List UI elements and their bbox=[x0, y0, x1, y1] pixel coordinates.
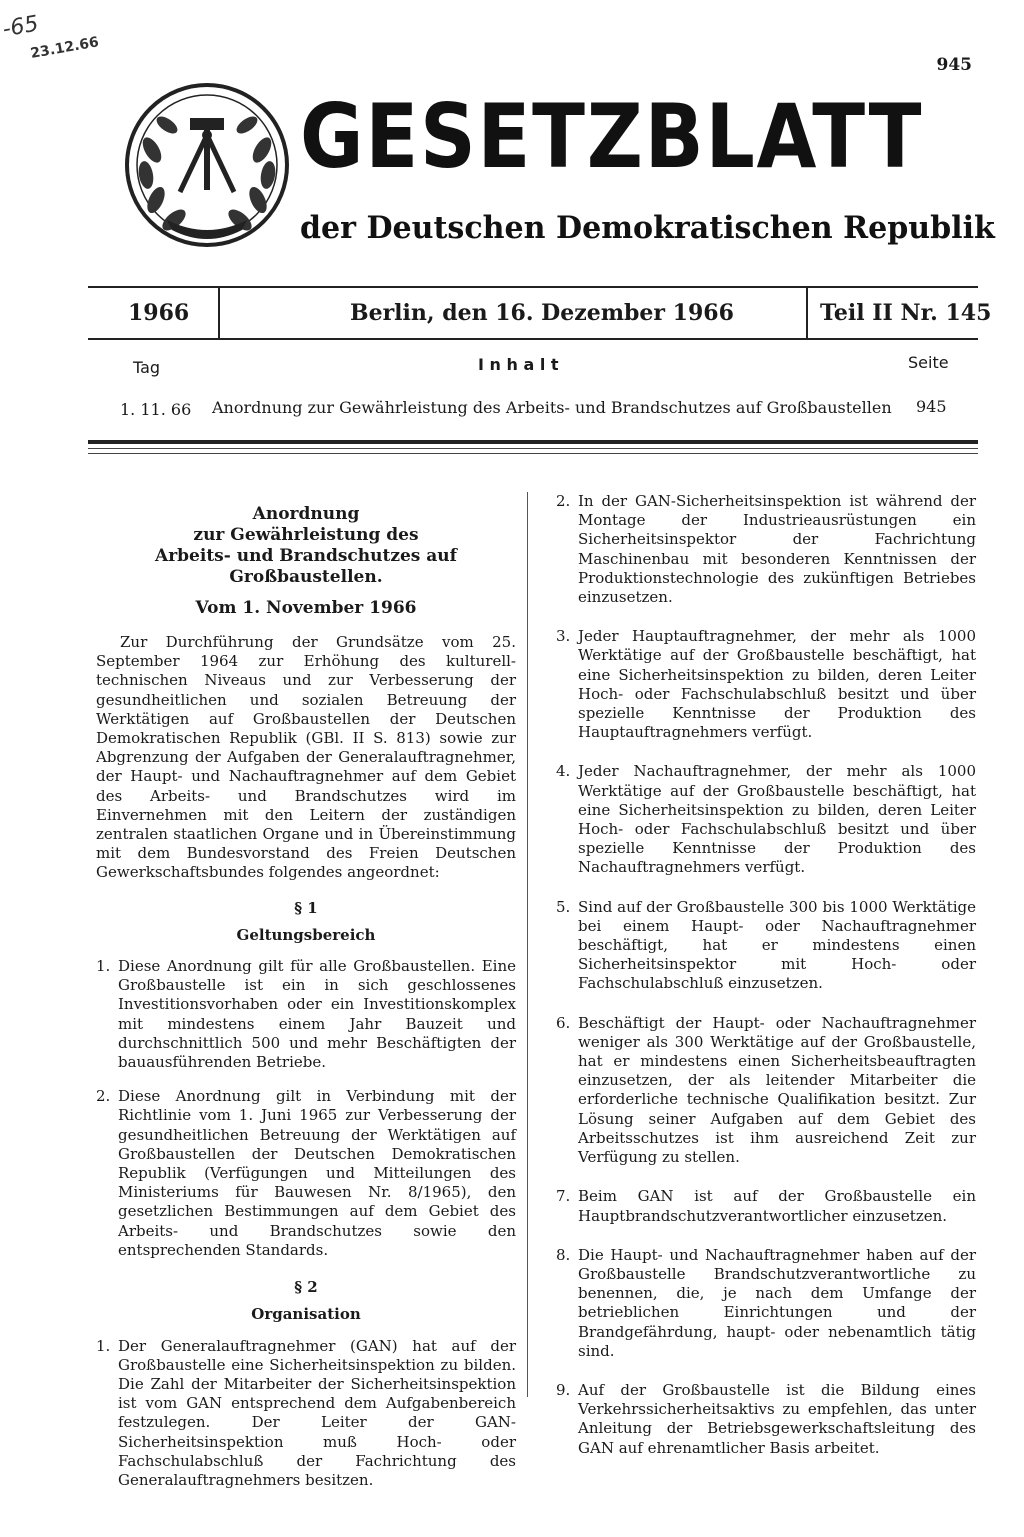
item-text: Diese Anordnung gilt in Verbindung mit der Richtlinie vom 1. Juni 1965 zur Verbesserung der gesundheitlichen Betreuung der Werktätigen auf Großbaustellen der Deutschen Demokratischen Republik (Verfügungen und Mitteilungen des Ministeriums für Bauwesen Nr. 8/1965), den gesetzlichen Bestimmungen auf dem Gebiet des Arbeits- und Brandschutzes sowie den entsprechenden Standards. bbox=[118, 1087, 516, 1259]
toc-row-page: 945 bbox=[916, 397, 947, 416]
item-text: Jeder Nachauftragnehmer, der mehr als 1000 Werktätige auf der Großbaustelle beschäftigt, hat eine Sicherheitsinspektion zu bilden, deren Leiter Hoch- oder Fachschulabschluß besitzt und über spezielle Kenntnisse der Produktion des Nachauftragnehmers verfügt. bbox=[578, 762, 976, 877]
toc-header-content: I n h a l t bbox=[478, 355, 559, 374]
page-number: 945 bbox=[936, 55, 972, 75]
item-number: 1. bbox=[96, 957, 111, 976]
stamp-mark: -65 bbox=[0, 11, 41, 43]
section-title: Organisation bbox=[251, 1305, 361, 1324]
issue-place-date: Berlin, den 16. Dezember 1966 bbox=[350, 300, 734, 326]
list-item bbox=[556, 898, 976, 994]
article-preamble: Zur Durchführung der Grundsätze vom 25. September 1964 zur Erhöhung des kulturell-technischen Niveaus und zur Verbesserung der gesundheitlichen und sozialen Betreuung der Werktätigen auf Großbaustellen der Deutschen Demokratischen Republik (GBl. II S. 813) sowie zur Abgrenzung der Aufgaben der Generalauftragnehmer, der Haupt- und Nachauftragnehmer auf dem Gebiet des Arbeits- und Brandschutzes wird im Einvernehmen mit den Leitern der zuständigen zentralen staatlichen Organe und in Übereinstimmung mit dem Bundesvorstand des Freien Deutschen Gewerkschaftsbundes folgendes angeordnet: bbox=[96, 633, 516, 882]
item-text: Diese Anordnung gilt für alle Großbaustellen. Eine Großbaustelle ist ein in sich geschlossenes Investitionsvorhaben oder ein Investitionskomplex mit mindestens einem Jahr Bauzeit und durchschnittlich 500 und mehr Beschäftigten der bauausführenden Betriebe. bbox=[118, 957, 516, 1072]
item-number: 8. bbox=[556, 1245, 571, 1264]
toc-header-day: Tag bbox=[133, 358, 161, 377]
issue-year: 1966 bbox=[128, 300, 190, 326]
issue-info-bar bbox=[88, 286, 992, 340]
toc-header-page: Seite bbox=[908, 353, 949, 372]
masthead-title: GESETZBLATT bbox=[300, 85, 924, 188]
article-title-line: Arbeits- und Brandschutzes auf Großbaustellen. bbox=[155, 546, 457, 587]
section-number: § 1 bbox=[294, 898, 318, 917]
item-text: Beim GAN ist auf der Großbaustelle ein Hauptbrandschutzverantwortlicher einzusetzen. bbox=[578, 1187, 976, 1225]
item-text: Sind auf der Großbaustelle 300 bis 1000 Werktätige bei einem Haupt- oder Nachauftragnehmer beschäftigt, hat er mindestens einen Sicherheitsinspektor mit Hoch- oder Fachschulabschluß einzusetzen. bbox=[578, 897, 976, 993]
article-left-column bbox=[96, 492, 516, 1505]
issue-part-number: Teil II Nr. 145 bbox=[820, 300, 992, 326]
list-item bbox=[96, 1087, 516, 1260]
list-item bbox=[556, 1014, 976, 1168]
list-item bbox=[96, 957, 516, 1072]
item-text: Auf der Großbaustelle ist die Bildung eines Verkehrssicherheitsaktivs zu empfehlen, das unter Anleitung der Betriebsgewerkschaftsleitung des GAN auf ehrenamtlicher Basis arbeitet. bbox=[578, 1380, 976, 1457]
item-number: 1. bbox=[96, 1336, 111, 1355]
item-number: 7. bbox=[556, 1187, 571, 1206]
list-item bbox=[556, 492, 976, 607]
toc-row-date: 1. 11. 66 bbox=[120, 400, 192, 419]
masthead-subtitle: der Deutschen Demokratischen Republik bbox=[300, 210, 995, 246]
item-number: 3. bbox=[556, 627, 571, 646]
list-item bbox=[556, 627, 976, 742]
section-rule bbox=[88, 453, 978, 454]
column-divider bbox=[527, 492, 528, 1397]
item-number: 2. bbox=[556, 492, 571, 510]
article-title-line: Anordnung bbox=[252, 504, 360, 524]
item-number: 5. bbox=[556, 897, 571, 916]
article-date: Vom 1. November 1966 bbox=[195, 598, 417, 618]
section-rule bbox=[88, 448, 978, 449]
list-item bbox=[556, 762, 976, 877]
info-divider bbox=[806, 288, 808, 338]
section-number: § 2 bbox=[294, 1278, 318, 1297]
item-number: 6. bbox=[556, 1013, 571, 1032]
article-title-line: zur Gewährleistung des bbox=[193, 525, 419, 545]
list-item bbox=[556, 1187, 976, 1225]
list-item bbox=[556, 1246, 976, 1361]
receipt-stamp bbox=[2, 8, 112, 78]
item-number: 4. bbox=[556, 762, 571, 781]
article-right-column bbox=[556, 492, 976, 1473]
item-number: 9. bbox=[556, 1380, 571, 1399]
item-text: Jeder Hauptauftragnehmer, der mehr als 1000 Werktätige auf der Großbaustelle beschäftigt, hat eine Sicherheitsinspektion zu bilden, deren Leiter Hoch- oder Fachschulabschluß besitzt und über spezielle Kenntnisse der Produktion des Hauptauftragnehmers verfügt. bbox=[578, 627, 976, 742]
item-text: Die Haupt- und Nachauftragnehmer haben auf der Großbaustelle Brandschutzverantwortliche zu benennen, die, je nach dem Umfange der betrieblichen Einrichtungen und der Brandgefährdung, haupt- oder nebenamtlich tätig sind. bbox=[578, 1245, 976, 1360]
list-item bbox=[556, 1381, 976, 1458]
item-text: In der GAN-Sicherheitsinspektion ist während der Montage der Industrieausrüstungen ein Sicherheitsinspektor der Fachrichtung Maschinenbau mit besonderen Kenntnissen der Produktionstechnologie des zukünftigen Betriebes einzusetzen. bbox=[578, 492, 976, 607]
item-text: Beschäftigt der Haupt- oder Nachauftragnehmer weniger als 300 Werktätige auf der Großbaustelle, hat er mindestens einen Sicherheitsbeauftragten einzusetzen, der als leitender Mitarbeiter die erforderliche technische Qualifikation besitzt. Zur Lösung seiner Aufgaben auf dem Gebiet des Arbeitsschutzes ist ihm ausreichend Zeit zur Verfügung zu stellen. bbox=[578, 1013, 976, 1167]
info-divider bbox=[218, 288, 220, 338]
section-rule bbox=[88, 440, 978, 444]
item-number: 2. bbox=[96, 1087, 111, 1106]
item-text: Der Generalauftragnehmer (GAN) hat auf der Großbaustelle eine Sicherheitsinspektion zu bilden. Die Zahl der Mitarbeiter der Sicherheitsinspektion ist vom GAN entsprechend dem Aufgabenbereich festzulegen. Der Leiter der GAN-Sicherheitsinspektion muß Hoch- oder Fachschulabschluß der Fachrichtung des Generalauftragnehmers besitzen. bbox=[118, 1336, 516, 1489]
stamp-date: 23.12.66 bbox=[29, 34, 101, 62]
toc-row-title: Anordnung zur Gewährleistung des Arbeits- und Brandschutzes auf Großbaustellen bbox=[212, 398, 892, 417]
state-emblem-icon bbox=[122, 80, 292, 250]
section-title: Geltungsbereich bbox=[236, 925, 376, 944]
list-item bbox=[96, 1337, 516, 1491]
